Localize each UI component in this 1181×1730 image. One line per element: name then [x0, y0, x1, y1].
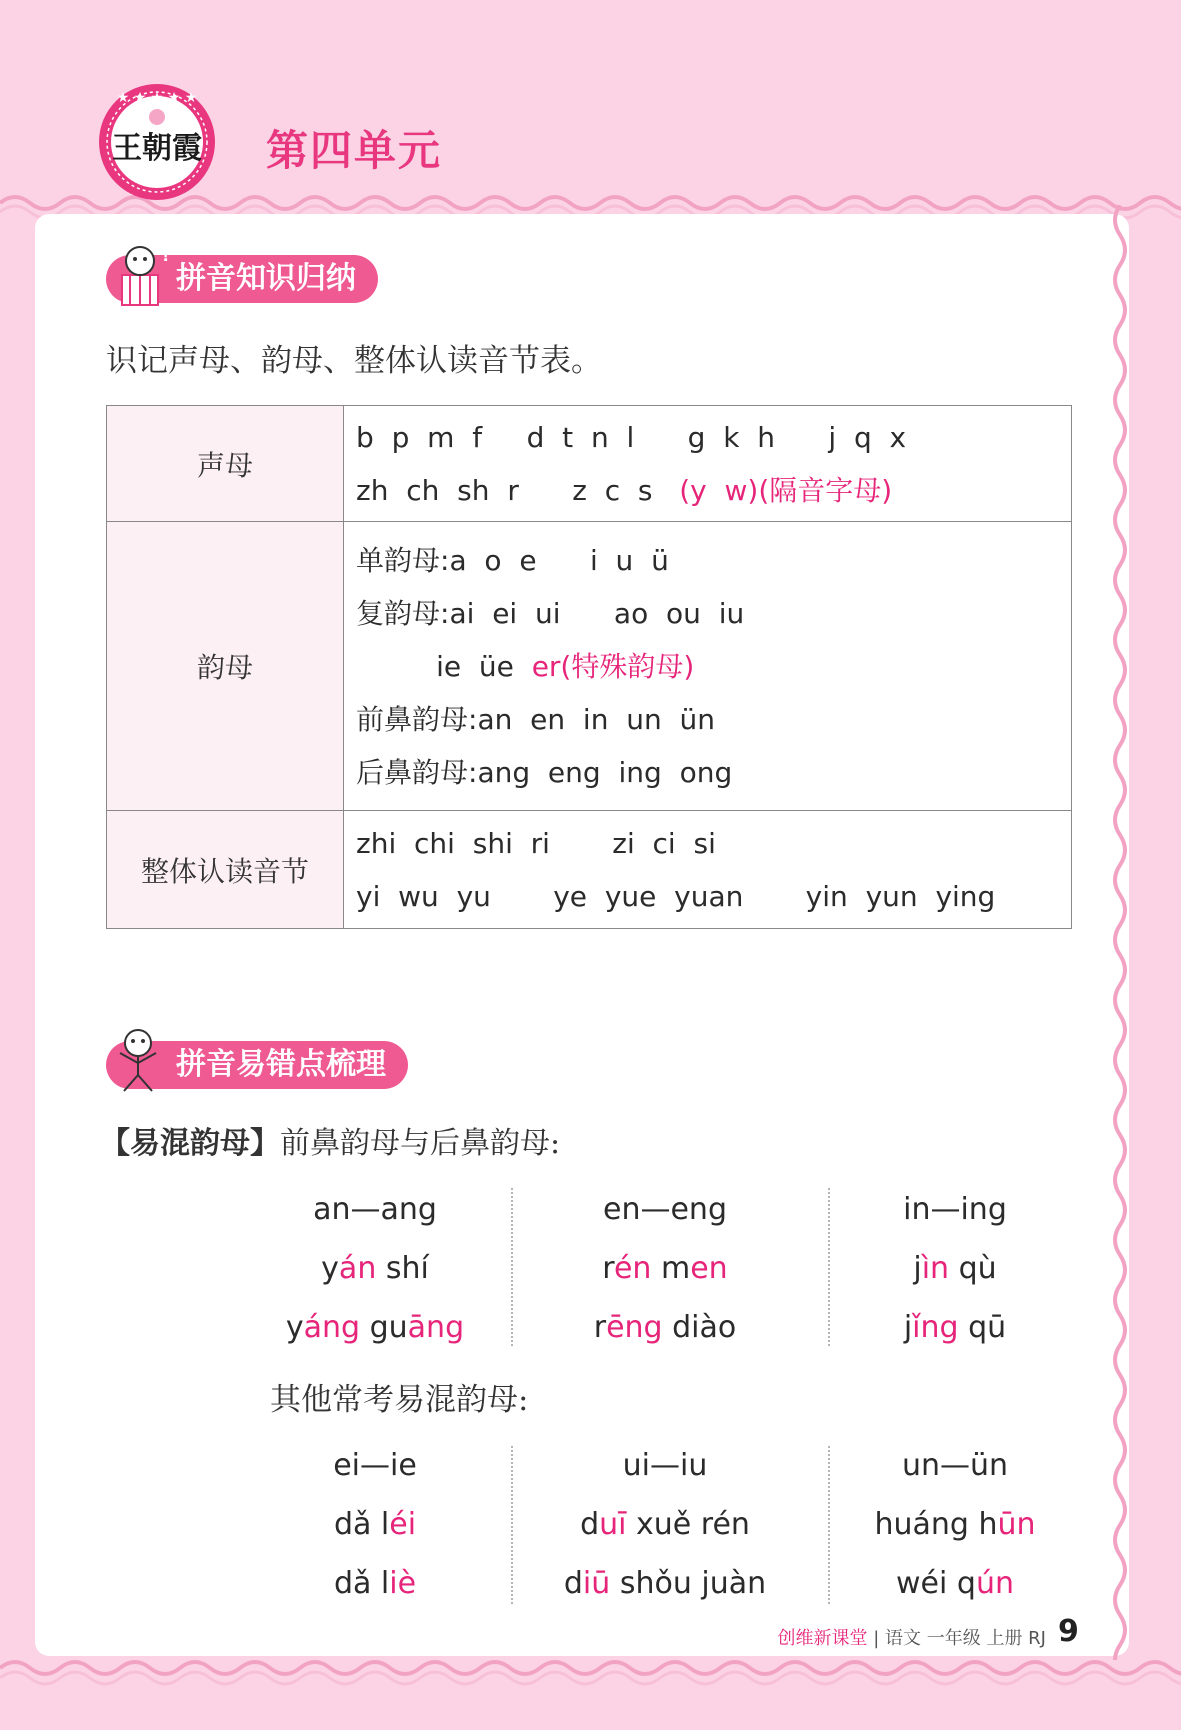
text-segment: d [580, 1507, 600, 1542]
other-confusing-heading: 其他常考易混韵母: [270, 1382, 529, 1418]
text-segment: yi wu yu ye yue yuan yin yun ying [356, 879, 996, 913]
final-pair [810, 1180, 1100, 1239]
column-divider [511, 1188, 513, 1346]
text-segment: :ang eng ing ong [468, 755, 733, 789]
text-segment: :a o e i u ü [440, 543, 669, 577]
text-segment: uī [599, 1507, 627, 1542]
text-segment: y [285, 1310, 304, 1345]
row-content [344, 522, 1072, 811]
mascot-icon [112, 239, 170, 307]
example-word [230, 1495, 520, 1554]
example-word [230, 1554, 520, 1613]
confusing-column [520, 1436, 810, 1613]
pinyin-table [106, 405, 1072, 929]
table-row [107, 811, 1072, 929]
final-pair [520, 1180, 810, 1239]
example-word [520, 1239, 810, 1298]
text-segment: én [613, 1251, 652, 1286]
unit-title: 第四单元 [266, 126, 443, 175]
example-word [810, 1298, 1100, 1357]
text-segment: wéi q [896, 1566, 976, 1601]
text-segment: shǒu juàn [610, 1566, 767, 1601]
footer-brand: 创维新课堂 [777, 1628, 868, 1649]
example-word [230, 1239, 520, 1298]
text-segment: ui—iu [622, 1448, 708, 1483]
text-segment: (y w)(隔音字母) [679, 473, 893, 507]
pinyin-line [356, 640, 1071, 693]
text-segment: r [593, 1310, 607, 1345]
text-segment: éi [389, 1507, 417, 1542]
text-segment: iū [582, 1566, 611, 1601]
text-segment: :ai ei ui ao ou iu [440, 596, 745, 630]
table-row [107, 522, 1072, 811]
section-tag-pinyin-summary [106, 246, 378, 303]
text-segment: en [690, 1251, 728, 1286]
heading-text: 前鼻韵母与后鼻韵母: [280, 1126, 561, 1161]
text-segment: áng [303, 1310, 361, 1345]
row-label: 韵母 [107, 522, 344, 811]
text-segment: gu [360, 1310, 408, 1345]
heading-bracket: 【易混韵母】 [100, 1126, 280, 1161]
mascot-icon [112, 1025, 170, 1093]
svg-text:!: ! [162, 246, 170, 265]
example-word [230, 1298, 520, 1357]
column-divider [828, 1188, 830, 1346]
row-label: 整体认读音节 [107, 811, 344, 929]
confusing-column [810, 1180, 1100, 1357]
text-segment: diào [662, 1310, 737, 1345]
confusing-finals-heading [100, 1118, 560, 1162]
text-segment: 单韵母 [356, 543, 441, 577]
row-label: 声母 [107, 406, 344, 522]
example-word [520, 1298, 810, 1357]
text-segment: 后鼻韵母 [356, 755, 469, 789]
row-content [344, 811, 1072, 929]
svg-text:★ ★ ★ ★ ★: ★ ★ ★ ★ ★ [116, 90, 198, 106]
text-segment: zhi chi shi ri zi ci si [356, 826, 716, 860]
text-segment: xuě rén [626, 1507, 750, 1542]
text-segment: ūn [997, 1507, 1036, 1542]
final-pair [230, 1180, 520, 1239]
text-segment: in—ing [903, 1192, 1007, 1227]
section-tag-error-points [106, 1041, 408, 1089]
section-tag-label: 拼音易错点梳理 [176, 1047, 386, 1082]
text-segment: y [321, 1251, 339, 1286]
pinyin-line [356, 817, 1071, 870]
text-segment: m [651, 1251, 691, 1286]
example-word [810, 1239, 1100, 1298]
pinyin-line [356, 464, 1071, 517]
pinyin-line [356, 587, 1071, 640]
text-segment: ēng [606, 1310, 663, 1345]
footer-info [777, 1624, 1046, 1650]
example-word [520, 1495, 810, 1554]
confusing-column [230, 1436, 520, 1613]
column-divider [511, 1446, 513, 1604]
text-segment: :an en in un ün [468, 702, 716, 736]
text-segment: á [338, 1251, 358, 1286]
text-segment: ie üe [356, 649, 532, 683]
section-tag-label: 拼音知识归纳 [176, 261, 356, 296]
text-segment: huáng h [874, 1507, 998, 1542]
text-segment: zh ch sh r z c s [356, 473, 680, 507]
column-divider [828, 1446, 830, 1604]
text-segment: qū [958, 1310, 1007, 1345]
text-segment: ǐng [912, 1310, 959, 1345]
confusing-group-other [230, 1436, 1100, 1613]
text-segment: dǎ l [333, 1566, 390, 1601]
text-segment: b p m f d t n l g k h j q x [356, 420, 907, 454]
example-word [810, 1554, 1100, 1613]
text-segment: 复韵母 [356, 596, 441, 630]
intro-text: 识记声母、韵母、整体认读音节表。 [106, 343, 602, 379]
text-segment: 前鼻韵母 [356, 702, 469, 736]
text-segment: shí [376, 1251, 429, 1286]
text-segment: qù [949, 1251, 997, 1286]
text-segment: ei—ie [333, 1448, 417, 1483]
right-wave-border [1106, 205, 1136, 1660]
text-segment: ìn [921, 1251, 950, 1286]
pinyin-line [356, 746, 1071, 799]
text-segment: un—ün [901, 1448, 1009, 1483]
confusing-column [810, 1436, 1100, 1613]
confusing-column [520, 1180, 810, 1357]
pinyin-line [356, 534, 1071, 587]
footer-book-info: 语文 一年级 上册 RJ [885, 1628, 1046, 1649]
footer-separator: | [873, 1628, 880, 1649]
text-segment: er(特殊韵母) [531, 649, 695, 683]
text-segment: an—ang [313, 1192, 437, 1227]
final-pair [810, 1436, 1100, 1495]
wangzhaoxia-logo [92, 72, 222, 202]
footer-wave-border [0, 1656, 1181, 1690]
text-segment: n [357, 1251, 377, 1286]
final-pair [520, 1436, 810, 1495]
pinyin-line [356, 693, 1071, 746]
confusing-column [230, 1180, 520, 1357]
svg-text:王朝霞: 王朝霞 [112, 131, 202, 166]
confusing-group-nasal [230, 1180, 1100, 1357]
row-content [344, 406, 1072, 522]
text-segment: ún [975, 1566, 1014, 1601]
text-segment: j [913, 1251, 922, 1286]
example-word [520, 1554, 810, 1613]
text-segment: r [602, 1251, 614, 1286]
text-segment: d [563, 1566, 583, 1601]
pinyin-line [356, 411, 1071, 464]
page-number: 9 [1058, 1614, 1079, 1649]
text-segment: iè [389, 1566, 417, 1601]
text-segment: j [903, 1310, 913, 1345]
example-word [810, 1495, 1100, 1554]
pinyin-line [356, 870, 1071, 923]
text-segment: āng [407, 1310, 465, 1345]
final-pair [230, 1436, 520, 1495]
table-row [107, 406, 1072, 522]
text-segment: en—eng [603, 1192, 727, 1227]
text-segment: dǎ l [333, 1507, 390, 1542]
